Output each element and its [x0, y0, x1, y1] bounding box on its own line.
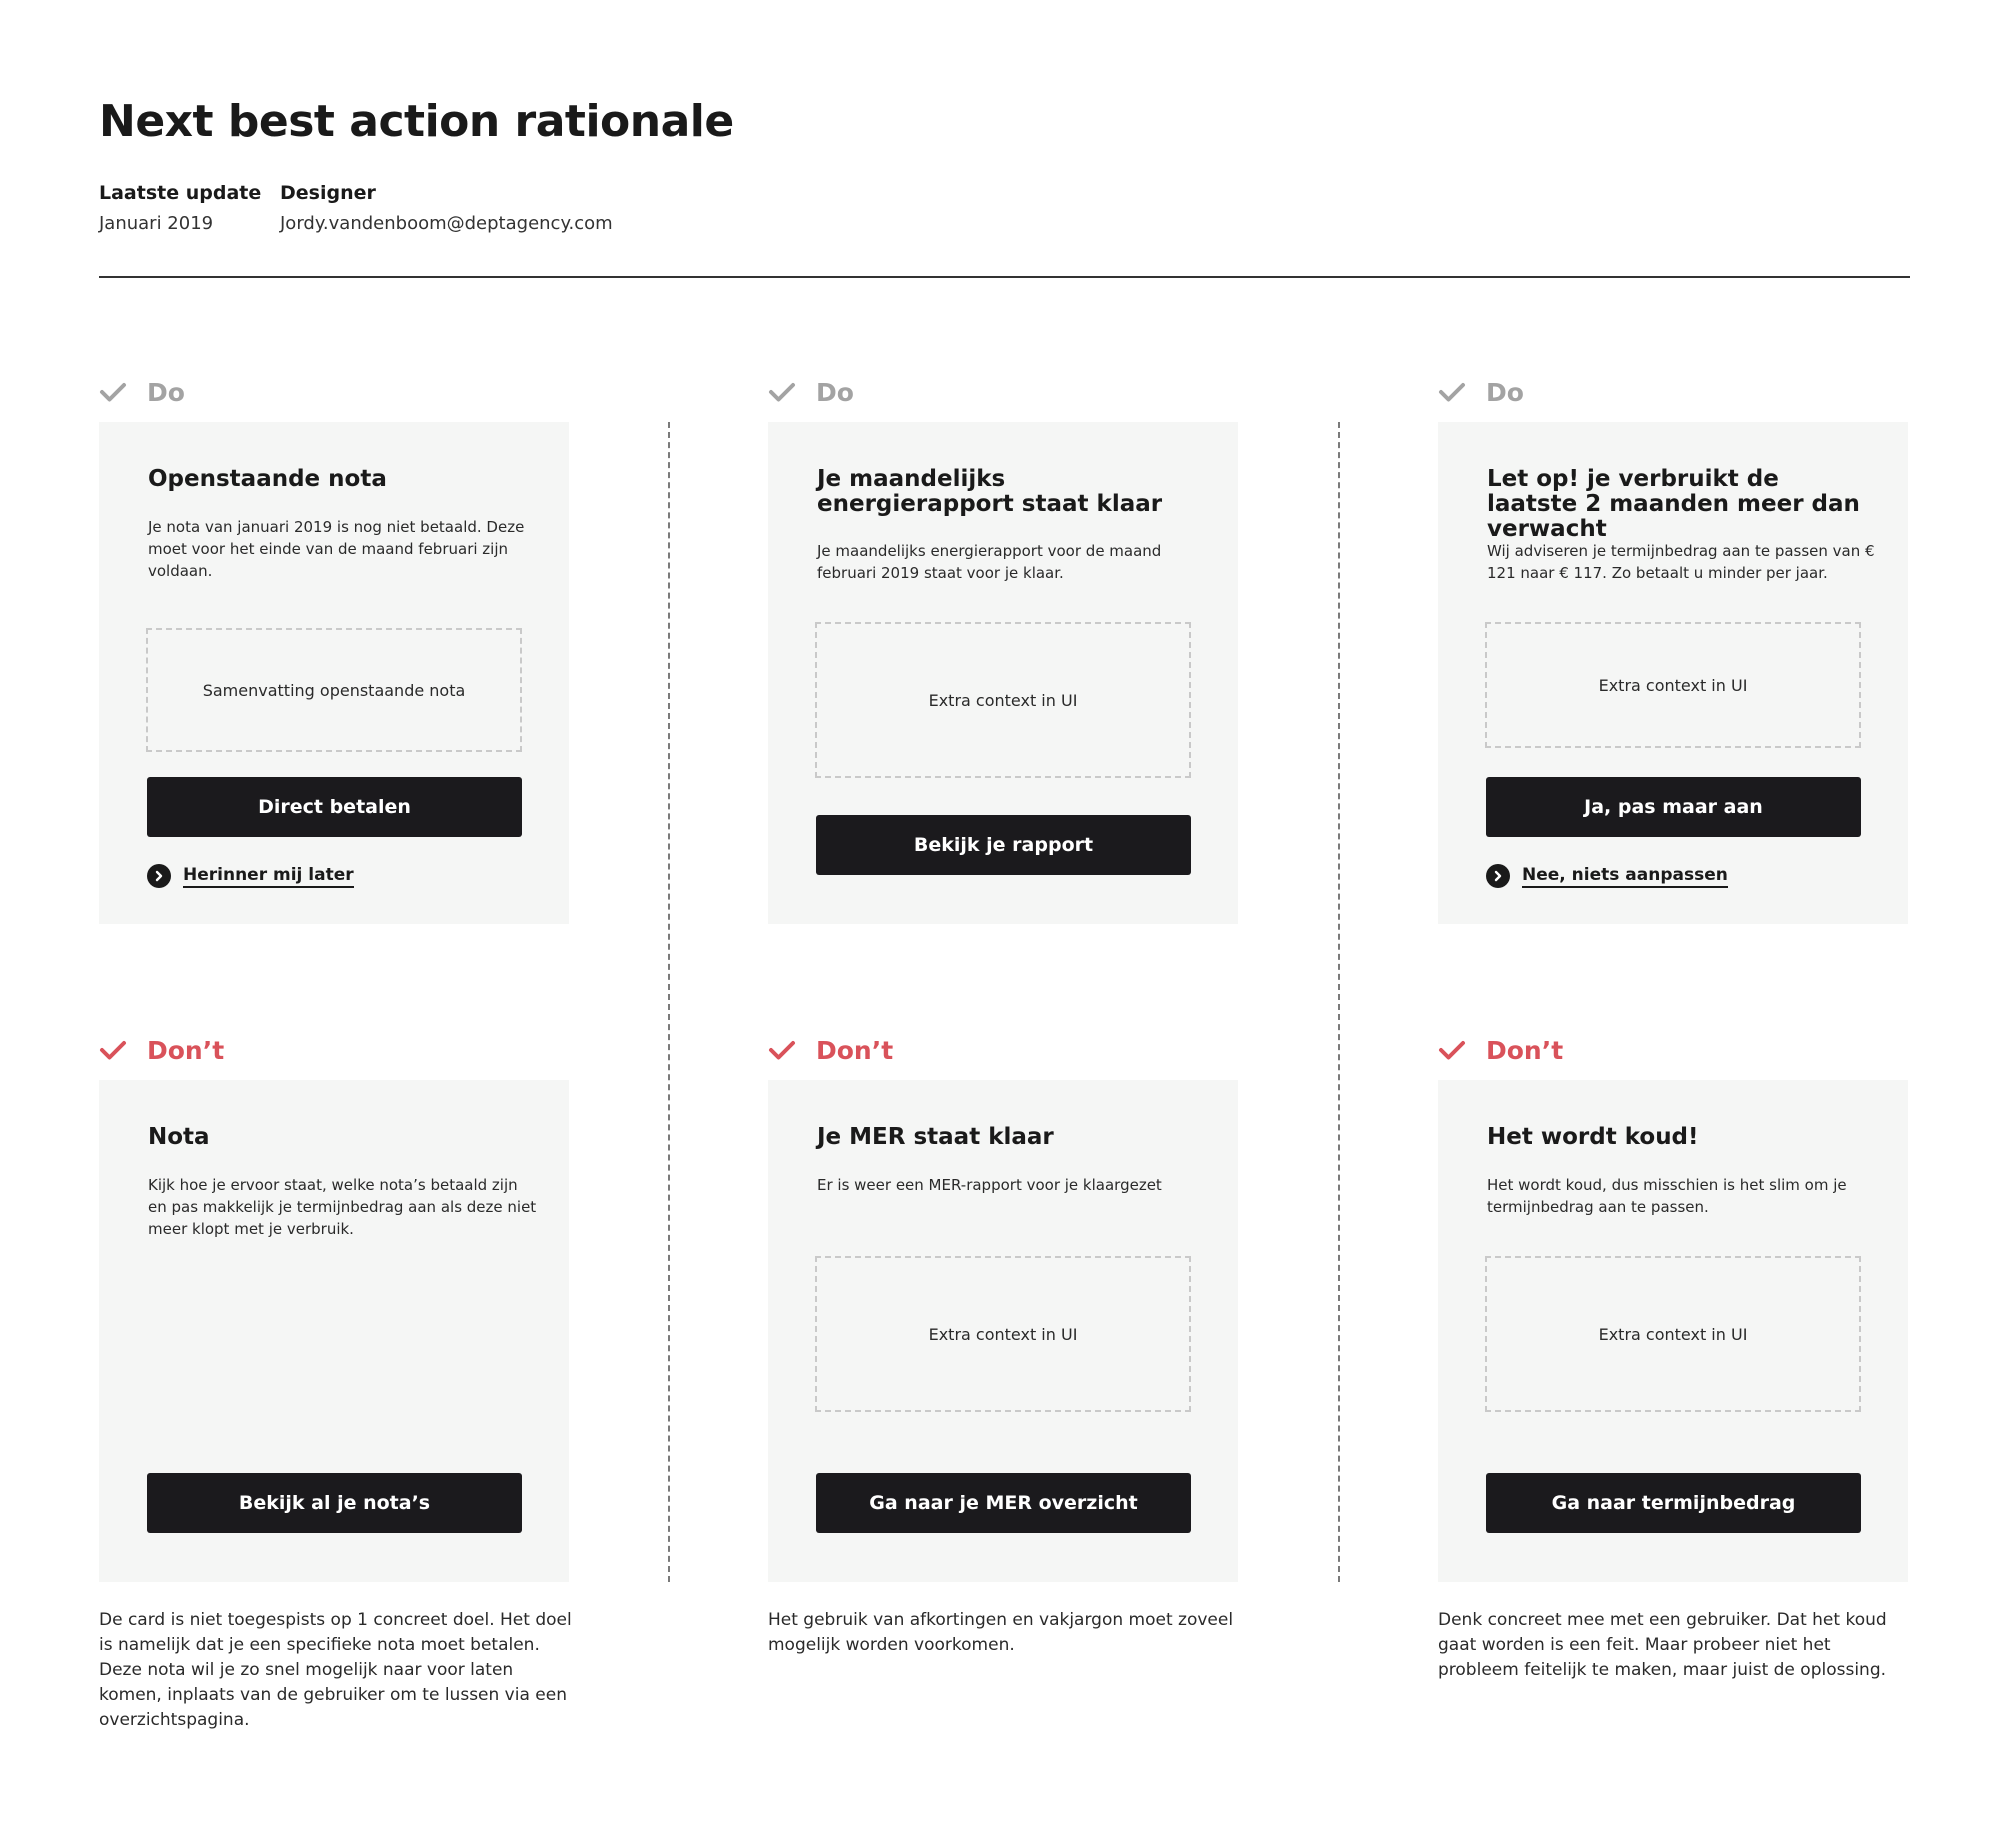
last-update-value: Januari 2019 — [99, 213, 214, 234]
ga-naar-mer-overzicht-button[interactable]: Ga naar je MER overzicht — [816, 1473, 1191, 1533]
chevron-right-icon — [1486, 864, 1510, 888]
card-body: Wij adviseren je termijnbedrag aan te passen van € 121 naar € 117. Zo betaalt u minder per jaar. — [1487, 542, 1875, 582]
do-label — [1438, 375, 1524, 409]
dont-card — [1438, 1080, 1908, 1582]
do-label-text: Do — [147, 377, 185, 407]
context-placeholder: Extra context in UI — [1485, 1256, 1861, 1412]
ga-naar-termijnbedrag-button[interactable]: Ga naar termijnbedrag — [1486, 1473, 1861, 1533]
dont-card — [768, 1080, 1238, 1582]
do-card — [99, 422, 569, 924]
checkmark-icon — [768, 1033, 800, 1067]
link-text: Nee, niets aanpassen — [1522, 865, 1728, 888]
dont-label — [768, 1033, 893, 1067]
do-label-text: Do — [1486, 377, 1524, 407]
card-body: Kijk hoe je ervoor staat, welke nota’s betaald zijn en pas makkelijk je termijnbedrag aan als deze niet meer klopt met je verbruik. — [148, 1176, 537, 1238]
do-card — [1438, 422, 1908, 924]
rationale-note: De card is niet toegespists op 1 concreet doel. Het doel is namelijk dat je een specifieke nota moet betalen. Deze nota wil je zo snel mogelijk naar voor laten komen, inplaats van de gebruiker om te lussen via een overzichtspagina. — [99, 1610, 572, 1730]
chevron-right-icon — [147, 864, 171, 888]
bekijk-al-je-notas-button[interactable]: Bekijk al je nota’s — [147, 1473, 522, 1533]
do-card — [768, 422, 1238, 924]
card-title: Nota — [148, 1124, 210, 1150]
do-label — [99, 375, 185, 409]
rationale-note: Denk concreet mee met een gebruiker. Dat het koud gaat worden is een feit. Maar probeer niet het probleem feitelijk te maken, maar juist de oplossing. — [1438, 1610, 1887, 1680]
card-title: Let op! je verbruikt de laatste 2 maanden meer dan verwacht — [1487, 466, 1860, 542]
column-divider — [668, 422, 670, 1582]
herinner-mij-later-link[interactable] — [147, 864, 354, 888]
checkmark-icon — [99, 1033, 131, 1067]
do-label-text: Do — [816, 377, 854, 407]
context-placeholder: Extra context in UI — [815, 622, 1191, 778]
card-title: Je maandelijks energierapport staat klaar — [817, 466, 1163, 517]
context-placeholder: Extra context in UI — [815, 1256, 1191, 1412]
card-body: Er is weer een MER-rapport voor je klaargezet — [817, 1176, 1162, 1194]
link-text: Herinner mij later — [183, 865, 354, 888]
card-body: Het wordt koud, dus misschien is het slim om je termijnbedrag aan te passen. — [1487, 1176, 1847, 1216]
card-title: Openstaande nota — [148, 466, 387, 492]
rationale-note: Het gebruik van afkortingen en vakjargon moet zoveel mogelijk worden voorkomen. — [768, 1610, 1234, 1655]
last-update-label: Laatste update — [99, 182, 262, 204]
dont-label-text: Don’t — [147, 1035, 225, 1065]
bekijk-je-rapport-button[interactable]: Bekijk je rapport — [816, 815, 1191, 875]
designer-label: Designer — [280, 182, 376, 204]
card-body: Je maandelijks energierapport voor de maand februari 2019 staat voor je klaar. — [817, 542, 1162, 582]
column-divider — [1338, 422, 1340, 1582]
card-body: Je nota van januari 2019 is nog niet betaald. Deze moet voor het einde van de maand februari zijn voldaan. — [148, 518, 525, 580]
card-title: Je MER staat klaar — [817, 1124, 1054, 1150]
checkmark-icon — [99, 375, 131, 409]
context-placeholder: Samenvatting openstaande nota — [146, 628, 522, 752]
dont-label-text: Don’t — [816, 1035, 894, 1065]
page-title: Next best action rationale — [99, 96, 734, 147]
designer-email: Jordy.vandenboom@deptagency.com — [280, 213, 613, 234]
ja-pas-maar-aan-button[interactable]: Ja, pas maar aan — [1486, 777, 1861, 837]
dont-label — [1438, 1033, 1563, 1067]
dont-label-text: Don’t — [1486, 1035, 1564, 1065]
nee-niets-aanpassen-link[interactable] — [1486, 864, 1728, 888]
header-divider — [99, 276, 1910, 278]
checkmark-icon — [1438, 375, 1470, 409]
dont-label — [99, 1033, 224, 1067]
context-placeholder: Extra context in UI — [1485, 622, 1861, 748]
do-label — [768, 375, 854, 409]
direct-betalen-button[interactable]: Direct betalen — [147, 777, 522, 837]
dont-card — [99, 1080, 569, 1582]
checkmark-icon — [768, 375, 800, 409]
checkmark-icon — [1438, 1033, 1470, 1067]
card-title: Het wordt koud! — [1487, 1124, 1699, 1150]
